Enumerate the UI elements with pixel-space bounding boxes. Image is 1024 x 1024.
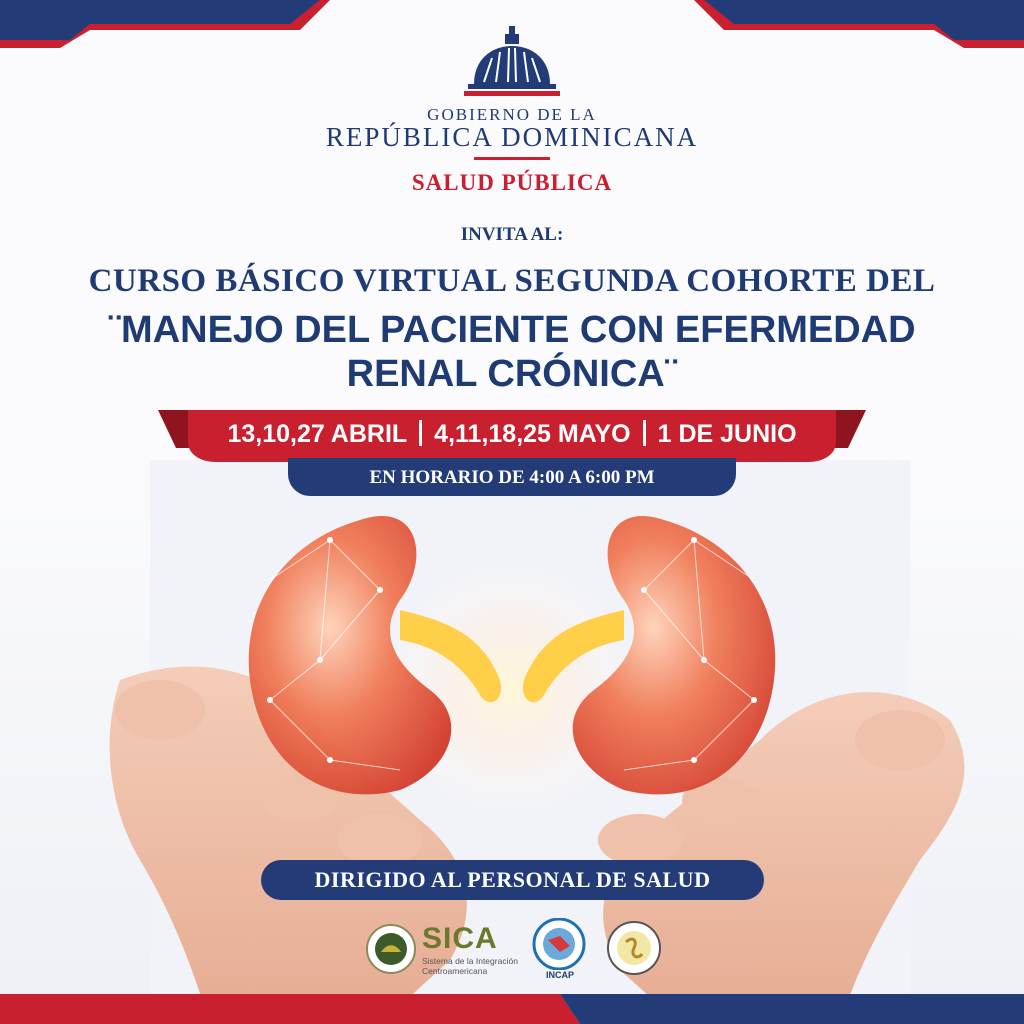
date-separator — [419, 420, 422, 446]
header-divider — [474, 157, 550, 160]
capitol-dome-logo — [462, 24, 562, 98]
incap-logo — [530, 918, 588, 975]
sica-logo-text: SICA — [422, 922, 498, 955]
dates-ribbon — [158, 408, 866, 464]
government-line-1: GOBIERNO DE LA — [427, 105, 597, 124]
incap-label: INCAP — [545, 970, 574, 980]
corner-decoration-right — [694, 0, 1024, 48]
dates-april: 13,10,27 ABRIL — [227, 420, 408, 448]
dates-june: 1 DE JUNIO — [657, 420, 797, 448]
invite-text: INVITA AL: — [460, 224, 564, 245]
audience-banner: DIRIGIDO AL PERSONAL DE SALUD — [261, 860, 764, 900]
course-title-line-2: RENAL CRÓNICA¨ — [346, 353, 678, 395]
course-title-line-1: ¨MANEJO DEL PACIENTE CON EFERMEDAD — [108, 309, 916, 351]
sponsor-seal-logo — [606, 920, 662, 981]
sica-subtitle: Sistema de la Integración Centroamericana — [422, 956, 518, 976]
dates-text — [158, 420, 866, 449]
date-separator — [643, 420, 646, 446]
ministry-name: SALUD PÚBLICA — [411, 170, 613, 195]
course-intro: CURSO BÁSICO VIRTUAL SEGUNDA COHORTE DEL — [88, 263, 936, 299]
sponsor-logos — [360, 918, 680, 984]
corner-decoration-left — [0, 0, 330, 48]
hours-banner: EN HORARIO DE 4:00 A 6:00 PM — [288, 458, 736, 496]
bottom-decoration — [0, 994, 1024, 1024]
sponsor-seal-logo — [366, 924, 416, 979]
government-line-2: REPÚBLICA DOMINICANA — [325, 122, 699, 152]
dates-may: 4,11,18,25 MAYO — [434, 420, 631, 448]
course-title — [0, 308, 1024, 396]
